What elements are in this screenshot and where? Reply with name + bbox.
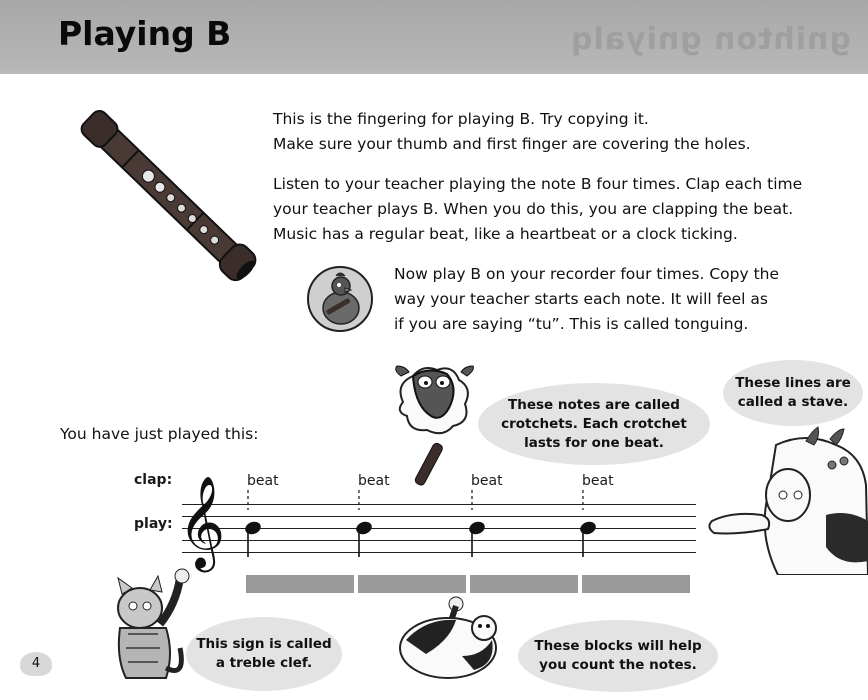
- intro-line-2: Make sure your thumb and first finger are covering the holes.: [273, 135, 751, 153]
- treble-clef-speech-bubble: [186, 617, 342, 691]
- beat-label-1: beat: [247, 473, 279, 489]
- hen-character-badge: [305, 264, 375, 334]
- stave-speech-bubble: [723, 360, 863, 426]
- beat-label-2: beat: [358, 473, 390, 489]
- stave-bubble-text: These lines are called a stave.: [735, 375, 851, 410]
- crotchet-note-3: [467, 520, 486, 557]
- count-block-2: [358, 575, 466, 593]
- crotchet-notes: [240, 505, 620, 565]
- listen-line-2: your teacher plays B. When you do this, you are clapping the beat.: [273, 200, 794, 218]
- played-label: You have just played this:: [60, 425, 259, 443]
- cat-illustration: [100, 568, 200, 686]
- crotchet-note-2: [354, 520, 373, 557]
- header-ghost-text: gnihton gniyalq: [570, 22, 851, 57]
- count-block-1: [246, 575, 354, 593]
- play-label: play:: [134, 516, 173, 532]
- treble-clef-bubble-text: This sign is called a treble clef.: [196, 636, 332, 671]
- page-title: Playing B: [58, 14, 232, 53]
- clap-label: clap:: [134, 472, 173, 488]
- intro-paragraph: [273, 107, 751, 157]
- recorder-illustration: [55, 82, 285, 312]
- beat-label-4: beat: [582, 473, 614, 489]
- beat-label-3: beat: [471, 473, 503, 489]
- blocks-speech-bubble: [518, 620, 718, 692]
- count-block-3: [470, 575, 578, 593]
- page-header: [0, 0, 868, 74]
- cow-illustration: [706, 425, 868, 575]
- tonguing-line-2: way your teacher starts each note. It will feel as: [394, 290, 768, 308]
- rolling-pet-illustration: [392, 596, 510, 692]
- treble-clef-icon: 𝄞: [178, 475, 226, 568]
- page-number: 4: [20, 652, 52, 676]
- listen-line-3: Music has a regular beat, like a heartbeat or a clock ticking.: [273, 225, 738, 243]
- crotchets-bubble-text: These notes are called crotchets. Each crotchet lasts for one beat.: [501, 396, 687, 451]
- crotchet-note-4: [578, 520, 597, 557]
- count-block-4: [582, 575, 690, 593]
- tonguing-line-1: Now play B on your recorder four times. Copy the: [394, 265, 780, 283]
- blocks-bubble-text: These blocks will help you count the notes.: [534, 638, 702, 673]
- crotchet-note-1: [243, 520, 262, 557]
- tonguing-paragraph: [394, 262, 779, 337]
- tonguing-line-3: if you are saying “tu”. This is called tonguing.: [394, 315, 749, 333]
- intro-line-1: This is the fingering for playing B. Try copying it.: [273, 110, 649, 128]
- crotchets-speech-bubble: [478, 383, 710, 465]
- listen-line-1: Listen to your teacher playing the note B four times. Clap each time: [273, 175, 803, 193]
- listen-paragraph: [273, 172, 802, 247]
